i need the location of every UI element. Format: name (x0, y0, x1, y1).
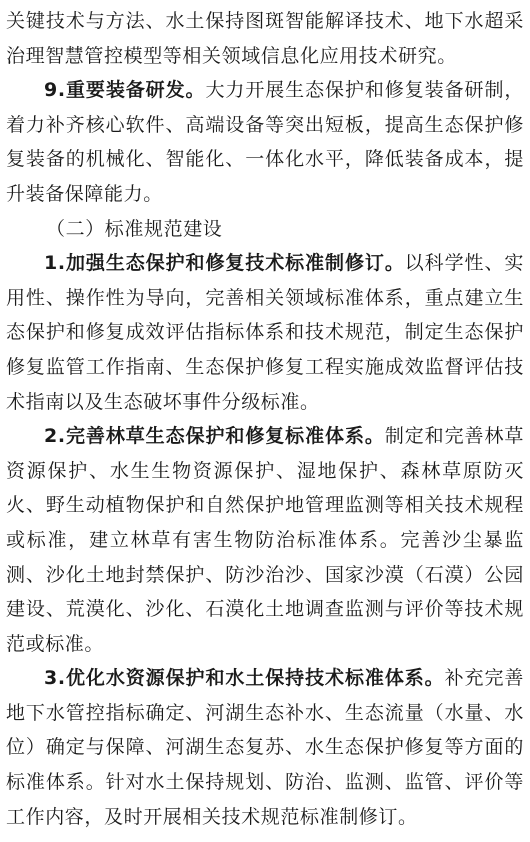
item-lead: 2.完善林草生态保护和修复标准体系。 (44, 425, 385, 448)
paragraph-equipment-rd (6, 73, 524, 211)
item-text: 制定和完善林草资源保护、水生生物资源保护、湿地保护、森林草原防灭火、野生动植物保护和自然保护地管理监测等相关技术规程或标准，建立林草有害生物防治标准体系。完善沙尘暴监测、沙化土地封禁保护、防沙治沙、国家沙漠（石漠）公园建设、荒漠化、沙化、石漠化土地调查监测与评价等技术规范或标准。 (6, 425, 524, 655)
item-text: 以科学性、实用性、操作性为导向，完善相关领域标准体系，重点建立生态保护和修复成效评估指标体系和技术规范，制定生态保护修复监管工作指南、生态保护修复工程实施成效监督评估技术指南以及生态破坏事件分级标准。 (6, 252, 524, 413)
paragraph-continuation (6, 4, 524, 73)
item-text: 补充完善地下水管控指标确定、河湖生态补水、生态流量（水量、水位）确定与保障、河湖生态复苏、水生态保护修复等方面的标准体系。针对水土保持规划、防治、监测、监管、评价等工作内容，及时开展相关技术规范标准制修订。 (6, 667, 524, 828)
item-lead: 1.加强生态保护和修复技术标准制修订。 (44, 252, 405, 275)
item-lead: 3.优化水资源保护和水土保持技术标准体系。 (44, 667, 445, 690)
document-page (6, 4, 524, 834)
list-item (6, 246, 524, 419)
list-item (6, 661, 524, 834)
list-item (6, 419, 524, 661)
paragraph-text: 大力开展生态保护和修复装备研制，着力补齐核心软件、高端设备等突出短板，提高生态保护修复装备的机械化、智能化、一体化水平，降低装备成本，提升装备保障能力。 (6, 79, 524, 205)
paragraph-lead: 9.重要装备研发。 (44, 79, 206, 102)
section-heading: （二）标准规范建设 (46, 217, 223, 240)
paragraph-text: 关键技术与方法、水土保持图斑智能解译技术、地下水超采治理智慧管控模型等相关领域信息化应用技术研究。 (6, 10, 524, 67)
